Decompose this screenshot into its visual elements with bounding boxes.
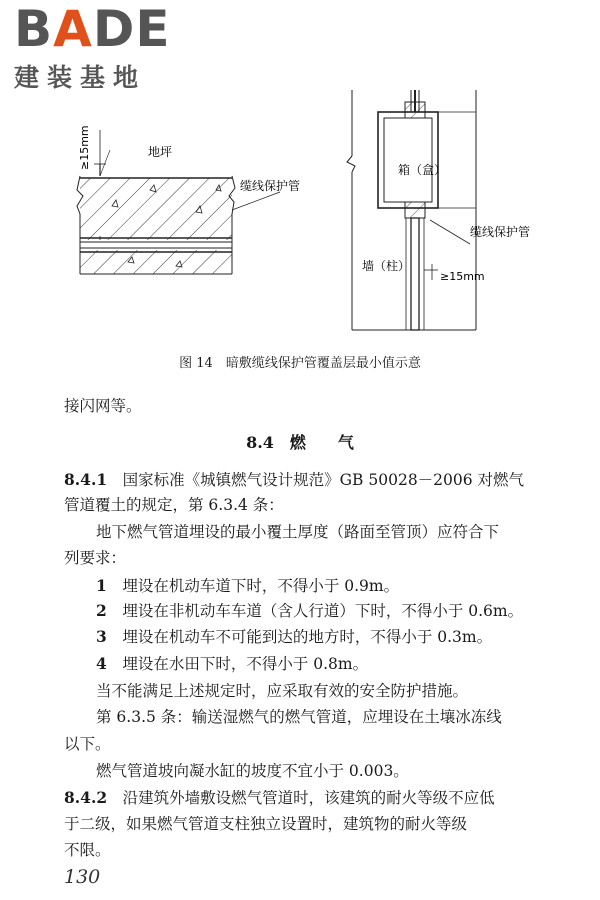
wall-section	[347, 90, 476, 330]
left-pipe-label: 缆线保护管	[240, 179, 301, 193]
floor-label: 地坪	[148, 145, 173, 159]
figure-caption: 图 14 暗敷缆线保护管覆盖层最小值示意	[179, 356, 421, 371]
right-dimension-label: ≥15mm	[440, 270, 485, 283]
paragraph-continuation: 接闪网等。	[64, 397, 142, 415]
clause-8-4-2-line-2: 于二级，如果燃气管道支柱独立设置时，建筑物的耐火等级	[64, 815, 468, 833]
bade-logo	[14, 0, 184, 94]
right-pipe-label: 缆线保护管	[470, 225, 531, 239]
list-item: 1 埋设在机动车道下时，不得小于 0.9m。	[96, 576, 400, 595]
floor-section	[77, 130, 280, 274]
wall-label: 墙（柱）	[362, 259, 411, 273]
paragraph-cover-depth: 地下燃气管道埋设的最小覆土厚度（路面至管顶）应符合下	[96, 523, 500, 541]
page-number: 130	[64, 866, 101, 888]
clause-8-4-1: 8.4.1 国家标准《城镇燃气设计规范》GB 50028－2006 对燃气	[64, 470, 525, 489]
clause-8-4-2: 8.4.2 沿建筑外墙敷设燃气管道时，该建筑的耐火等级不应低	[64, 788, 495, 807]
box-label: 箱（盒）	[398, 163, 447, 177]
paragraph-6-3-5-line-2: 以下。	[64, 735, 111, 753]
paragraph-protection: 当不能满足上述规定时，应采取有效的安全防护措施。	[96, 682, 469, 700]
list-item: 4 埋设在水田下时，不得小于 0.8m。	[96, 654, 369, 673]
list-item: 2 埋设在非机动车车道（含人行道）下时，不得小于 0.6m。	[96, 601, 524, 620]
paragraph-6-3-5: 第 6.3.5 条：输送湿燃气的燃气管道，应埋设在土壤冰冻线	[96, 708, 502, 726]
list-item: 3 埋设在机动车不可能到达的地方时，不得小于 0.3m。	[96, 627, 493, 646]
figure-14-diagram	[0, 90, 600, 350]
paragraph-cover-depth-line-2: 列要求：	[64, 549, 127, 567]
clause-8-4-2-line-3: 不限。	[64, 841, 111, 859]
left-dimension-label: ≥15mm	[78, 125, 91, 170]
logo-subtitle: 建装基地	[14, 63, 147, 92]
clause-8-4-1-line-2: 管道覆土的规定，第 6.3.4 条：	[64, 496, 284, 514]
section-heading: 8.4 燃 气	[246, 433, 354, 452]
paragraph-slope: 燃气管道坡向凝水缸的坡度不宜小于 0.003。	[96, 762, 409, 780]
logo-wordmark: BADE	[14, 0, 171, 58]
